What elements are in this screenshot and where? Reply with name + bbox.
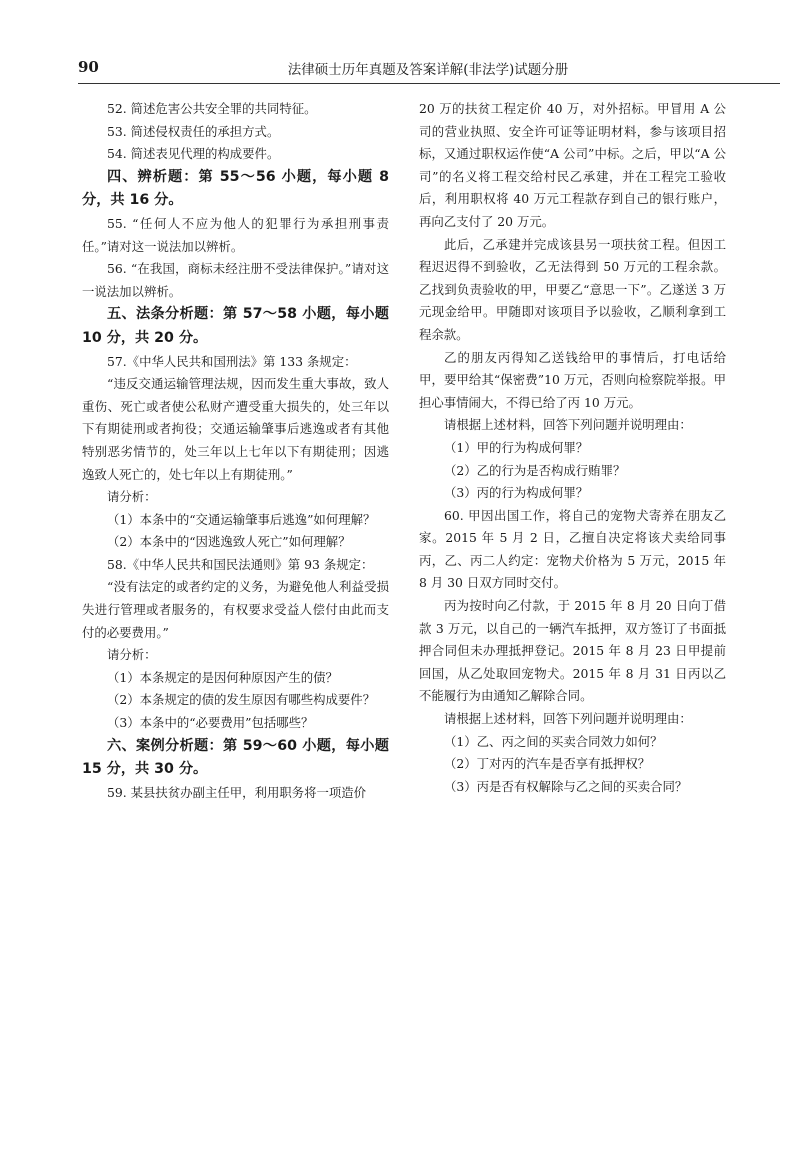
- question-line: 请根据上述材料，回答下列问题并说明理由：: [444, 417, 692, 433]
- header-rule: [78, 83, 780, 84]
- question-line: 53. 简述侵权责任的承担方式。: [107, 123, 280, 139]
- paragraph: “没有法定的或者约定的义务，为避免他人利益受损失进行管理或者服务的，有权要求受益人偿付由此而支付的必要费用。”: [82, 579, 389, 640]
- question-line: （3）丙是否有权解除与乙之间的买卖合同？: [444, 778, 688, 794]
- paragraph: 丙为按时向乙付款，于 2015 年 8 月 20 日向丁借款 3 万元，以自己的一辆汽车抵押，双方签订了书面抵押合同但未办理抵押登记。2015 年 8 月 23 日甲提前回国，从乙处取回宠物犬。2015 年 8 月 31 日丙以乙不能履行为由通知乙解除合同。: [419, 598, 726, 704]
- question-line: （2）丁对丙的汽车是否享有抵押权？: [444, 756, 651, 772]
- question-line: 请分析：: [107, 489, 157, 505]
- paragraph: “违反交通运输管理法规，因而发生重大事故，致人重伤、死亡或者使公私财产遭受重大损失的，处三年以下有期徒刑或者拘役；交通运输肇事后逃逸或者有其他特别恶劣情节的，处三年以上七年以下有期徒刑；因逃逸致人死亡的，处七年以上有期徒刑。”: [82, 376, 389, 482]
- question-line: （3）本条中的“必要费用”包括哪些？: [107, 715, 314, 731]
- question-line: 请分析：: [107, 647, 157, 663]
- question-line: （1）本条规定的是因何种原因产生的债？: [107, 669, 338, 685]
- paragraph: 此后，乙承建并完成该县另一项扶贫工程。但因工程迟迟得不到验收，乙无法得到 50 万元的工程余款。乙找到负责验收的甲，甲要乙“意思一下”。乙遂送 3 万元现金给甲。甲随即对该项目予以验收，乙顺利拿到工程余款。: [419, 236, 726, 342]
- left-column: [82, 98, 389, 804]
- book-title: 法律硕士历年真题及答案详解(非法学)试题分册: [287, 62, 569, 78]
- paragraph-continued: 20 万的扶贫工程定价 40 万，对外招标。甲冒用 A 公司的营业执照、安全许可证等证明材料，参与该项目招标，又通过职权运作使“A 公司”中标。之后，甲以“A 公司”的名义将工程交给村民乙承建，并在工程完工验收后，利用职权将 40 万元工程款存到自己的银行账户，再向乙支付了 20 万元。: [419, 101, 726, 229]
- page-header: [78, 56, 778, 82]
- paragraph: 56. “在我国，商标未经注册不受法律保护。”请对这一说法加以辨析。: [82, 261, 389, 299]
- question-line: 57.《中华人民共和国刑法》第 133 条规定：: [107, 353, 357, 369]
- question-line: 请根据上述材料，回答下列问题并说明理由：: [444, 711, 692, 727]
- right-column: [419, 98, 726, 798]
- paragraph: 乙的朋友丙得知乙送钱给甲的事情后，打电话给甲，要甲给其“保密费”10 万元，否则向检察院举报。甲担心事情闹大，不得已给了丙 10 万元。: [419, 349, 726, 410]
- paragraph: 60. 甲因出国工作，将自己的宠物犬寄养在朋友乙家。2015 年 5 月 2 日，乙擅自决定将该犬卖给同事丙，乙、丙二人约定：宠物犬价格为 5 万元，2015 年 8 月 30 日双方同时交付。: [419, 507, 726, 591]
- question-line: （1）乙、丙之间的买卖合同效力如何？: [444, 733, 663, 749]
- paragraph: 59. 某县扶贫办副主任甲，利用职务将一项造价: [107, 784, 367, 800]
- question-line: （2）本条规定的债的发生原因有哪些构成要件？: [107, 692, 376, 708]
- question-line: （3）丙的行为构成何罪？: [444, 485, 589, 501]
- paragraph: 55. “任何人不应为他人的犯罪行为承担刑事责任。”请对这一说法加以辨析。: [82, 215, 389, 254]
- question-line: 52. 简述危害公共安全罪的共同特征。: [107, 101, 317, 116]
- question-line: （1）本条中的“交通运输肇事后逃逸”如何理解？: [107, 511, 376, 527]
- question-line: 54. 简述表见代理的构成要件。: [107, 146, 280, 162]
- section-heading: 五、法条分析题：第 57～58 小题，每小题 10 分，共 20 分。: [82, 306, 389, 346]
- question-line: 58.《中华人民共和国民法通则》第 93 条规定：: [107, 556, 374, 572]
- question-line: （2）乙的行为是否构成行贿罪？: [444, 462, 626, 478]
- page-number: 90: [78, 58, 99, 76]
- question-line: （1）甲的行为构成何罪？: [444, 439, 589, 455]
- question-line: （2）本条中的“因逃逸致人死亡”如何理解？: [107, 534, 351, 550]
- section-heading: 四、辨析题：第 55～56 小题，每小题 8 分，共 16 分。: [82, 168, 389, 209]
- section-heading: 六、案例分析题：第 59～60 小题，每小题 15 分，共 30 分。: [82, 737, 389, 778]
